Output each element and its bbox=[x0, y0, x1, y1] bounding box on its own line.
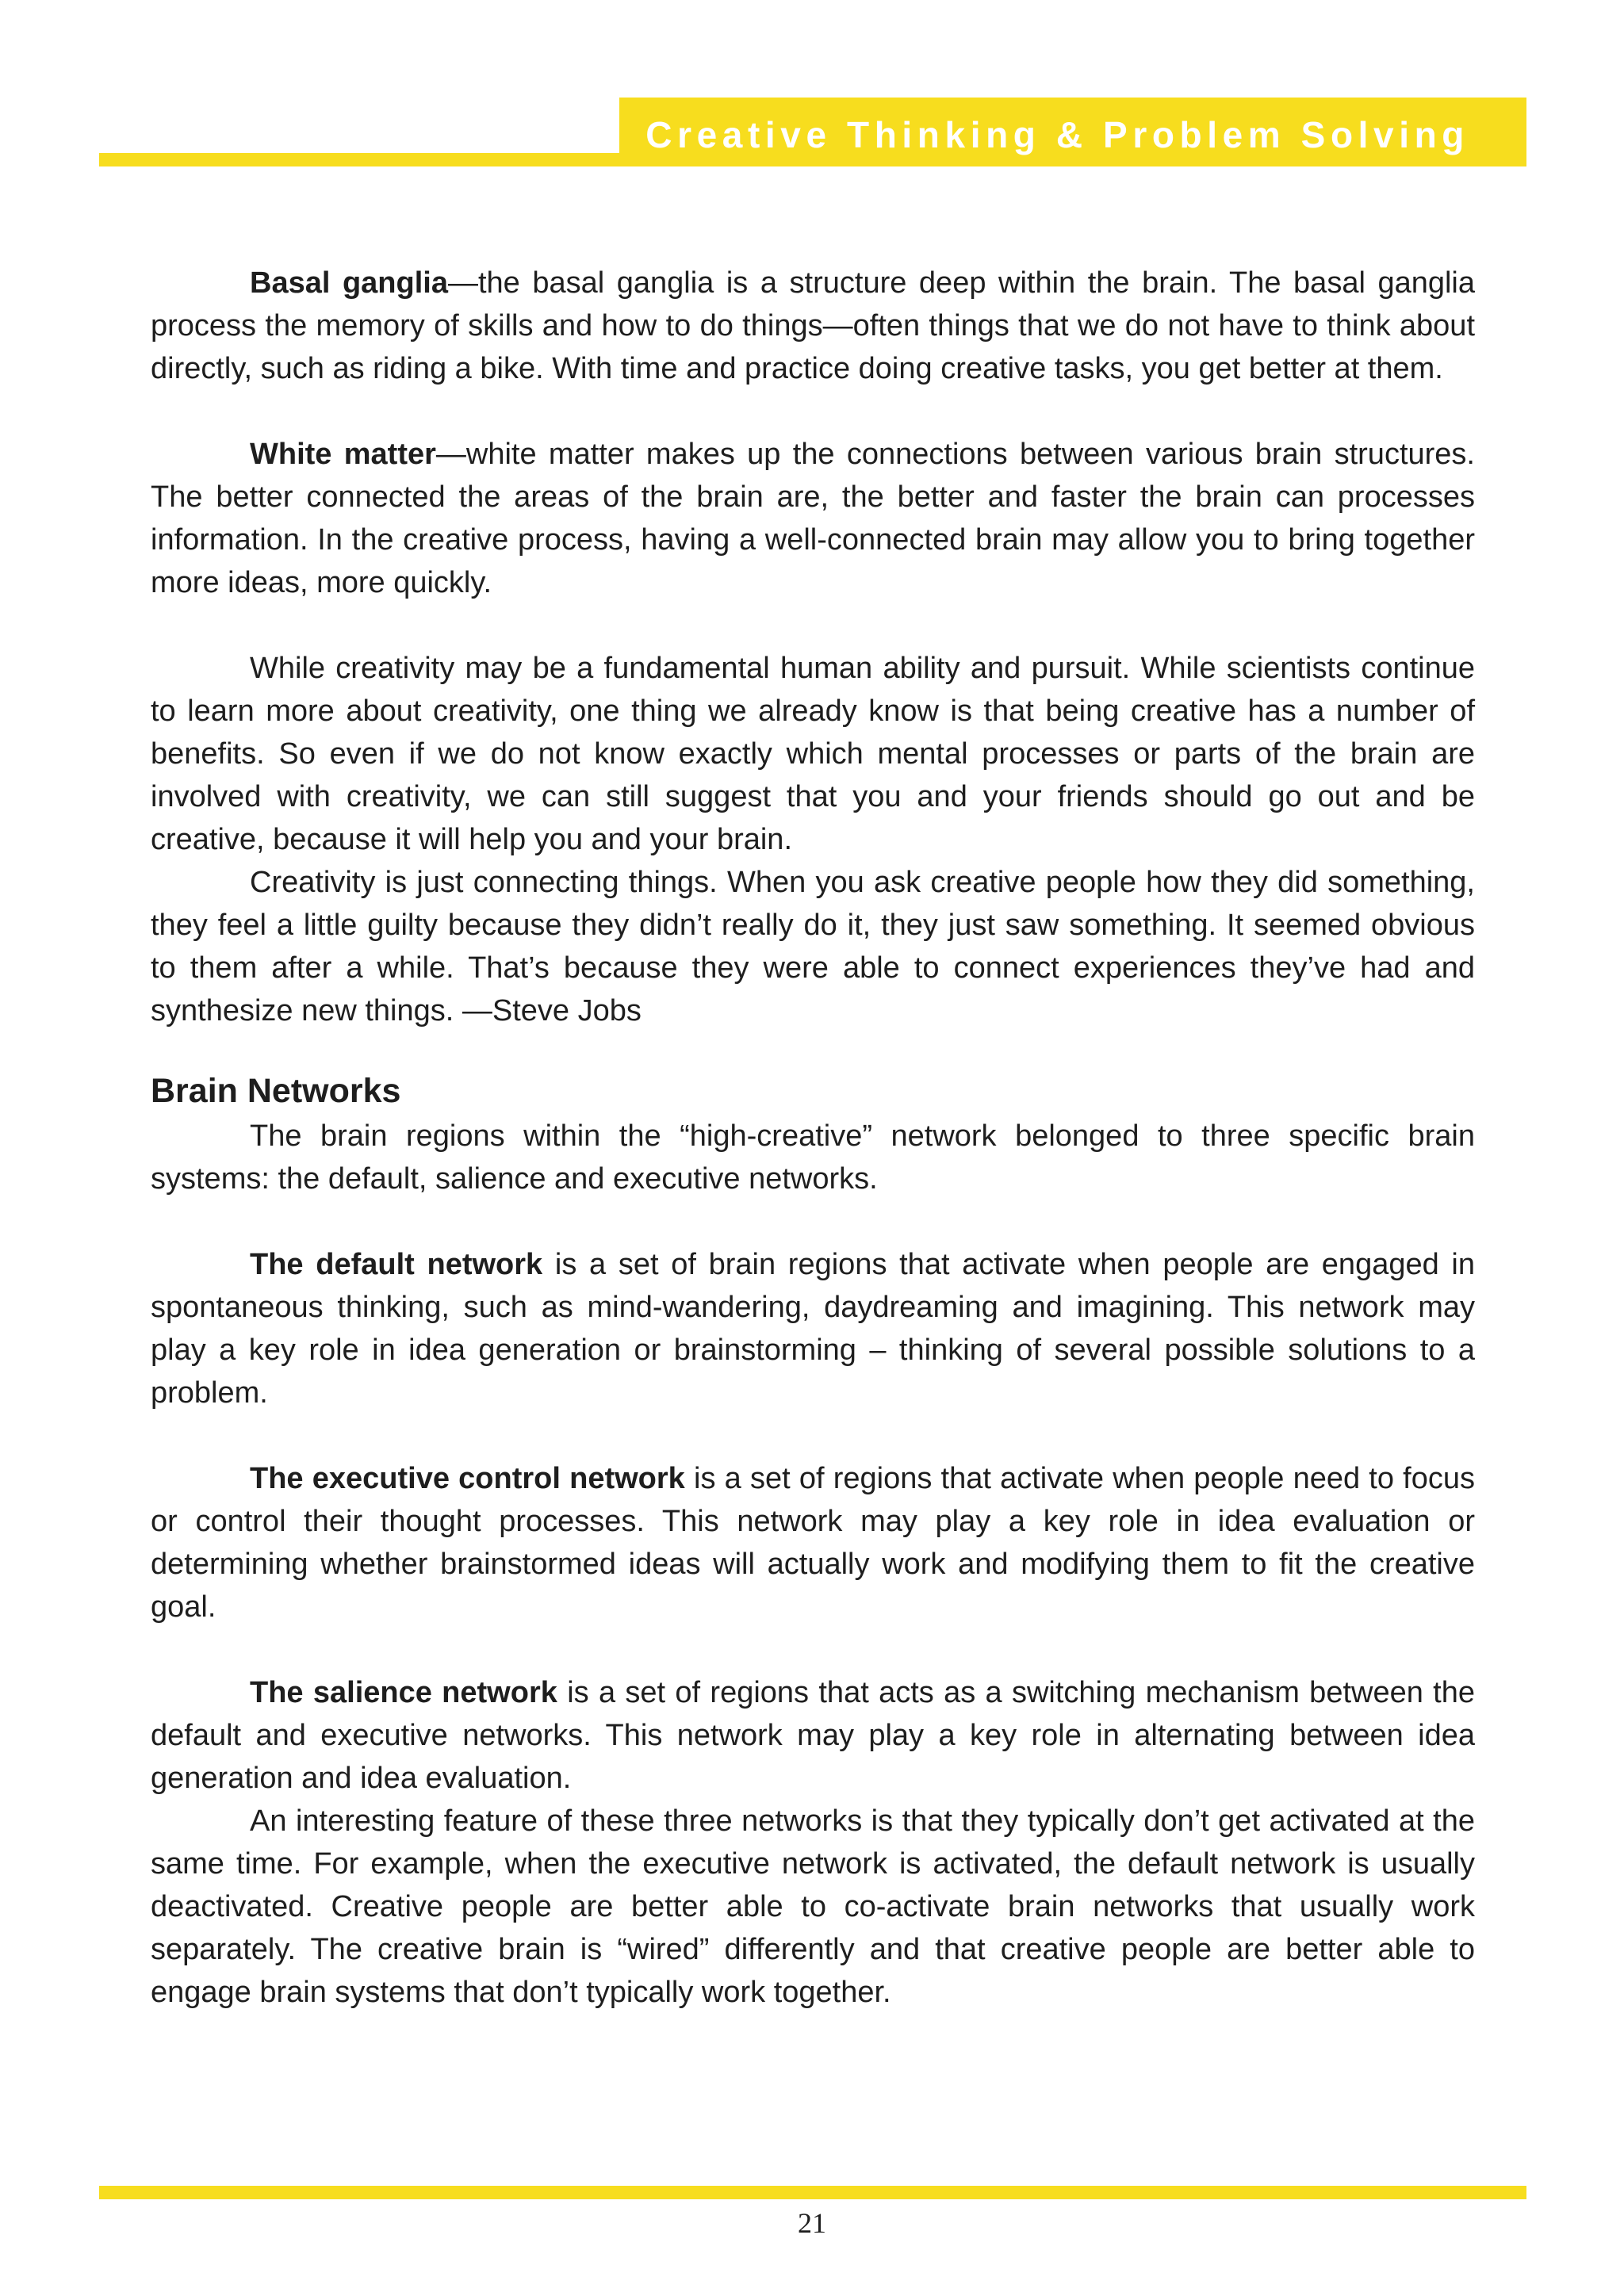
paragraph-executive-network bbox=[151, 1457, 1475, 1628]
paragraph-network-feature: An interesting feature of these three networks is that they typically don’t get activated at the same time. For example, when the executive network is activated, the default network is usually deactivated. Creative people are better able to co-activate brain networks that usually work separately. The creative brain is “wired” differently and that creative people are better able to engage brain systems that don’t typically work together. bbox=[151, 1804, 1475, 2009]
term-salience-network: The salience network bbox=[250, 1676, 557, 1709]
paragraph-steve-jobs-quote: Creativity is just connecting things. When you ask creative people how they did something, they feel a little guilty because they didn’t really do it, they just saw something. It seemed obvious to them after a while. That’s because they were able to connect experiences they’ve had and synthesize new things. —Steve Jobs bbox=[151, 866, 1475, 1027]
paragraph-text: —white matter makes up the connections between various brain structures. The better connected the areas of the brain are, the better and faster the brain can processes information. In the creative process, having a well-connected brain may allow you to bring together more ideas, more quickly. bbox=[151, 438, 1475, 599]
paragraph-creativity-benefits: While creativity may be a fundamental human ability and pursuit. While scientists continue to learn more about creativity, one thing we already know is that being creative has a number of benefits. So even if we do not know exactly which mental processes or parts of the brain are involved with creativity, we can still suggest that you and your friends should go out and be creative, because it will help you and your brain. bbox=[151, 652, 1475, 856]
paragraph-default-network bbox=[151, 1243, 1475, 1414]
paragraph-salience-network bbox=[151, 1671, 1475, 1800]
page-number: 21 bbox=[798, 2207, 826, 2239]
paragraph-basal-ganglia bbox=[151, 262, 1475, 390]
page-body bbox=[151, 262, 1475, 2014]
running-header-title: Creative Thinking & Problem Solving bbox=[645, 113, 1469, 155]
paragraph-white-matter bbox=[151, 433, 1475, 604]
paragraph-text: is a set of regions that activate when people need to focus or control their thought processes. This network may play a key role in idea evaluation or determining whether brainstormed ideas will actually work and modifying them to fit the creative goal. bbox=[151, 1462, 1475, 1624]
term-white-matter: White matter bbox=[250, 438, 436, 471]
paragraph-text: is a set of brain regions that activate when people are engaged in spontaneous thinking, such as mind-wandering, daydreaming and imagining. This network may play a key role in idea generation or brainstorming – thinking of several possible solutions to a problem. bbox=[151, 1248, 1476, 1410]
section-heading-brain-networks: Brain Networks bbox=[151, 1072, 401, 1110]
term-executive-network: The executive control network bbox=[250, 1462, 685, 1495]
paragraph-text: is a set of regions that acts as a switching mechanism between the default and executive networks. This network may play a key role in alternating between idea generation and idea evaluation. bbox=[151, 1676, 1475, 1795]
header-banner bbox=[619, 98, 1526, 166]
footer-rule bbox=[99, 2186, 1526, 2199]
term-default-network: The default network bbox=[250, 1248, 543, 1281]
paragraph-text: —the basal ganglia is a structure deep within the brain. The basal ganglia process the memory of skills and how to do things—often things that we do not have to think about directly, such as riding a bike. With time and practice doing creative tasks, you get better at them. bbox=[151, 266, 1476, 385]
paragraph-networks-intro: The brain regions within the “high-creative” network belonged to three specific brain systems: the default, salience and executive networks. bbox=[151, 1119, 1475, 1196]
term-basal-ganglia: Basal ganglia bbox=[250, 266, 448, 300]
